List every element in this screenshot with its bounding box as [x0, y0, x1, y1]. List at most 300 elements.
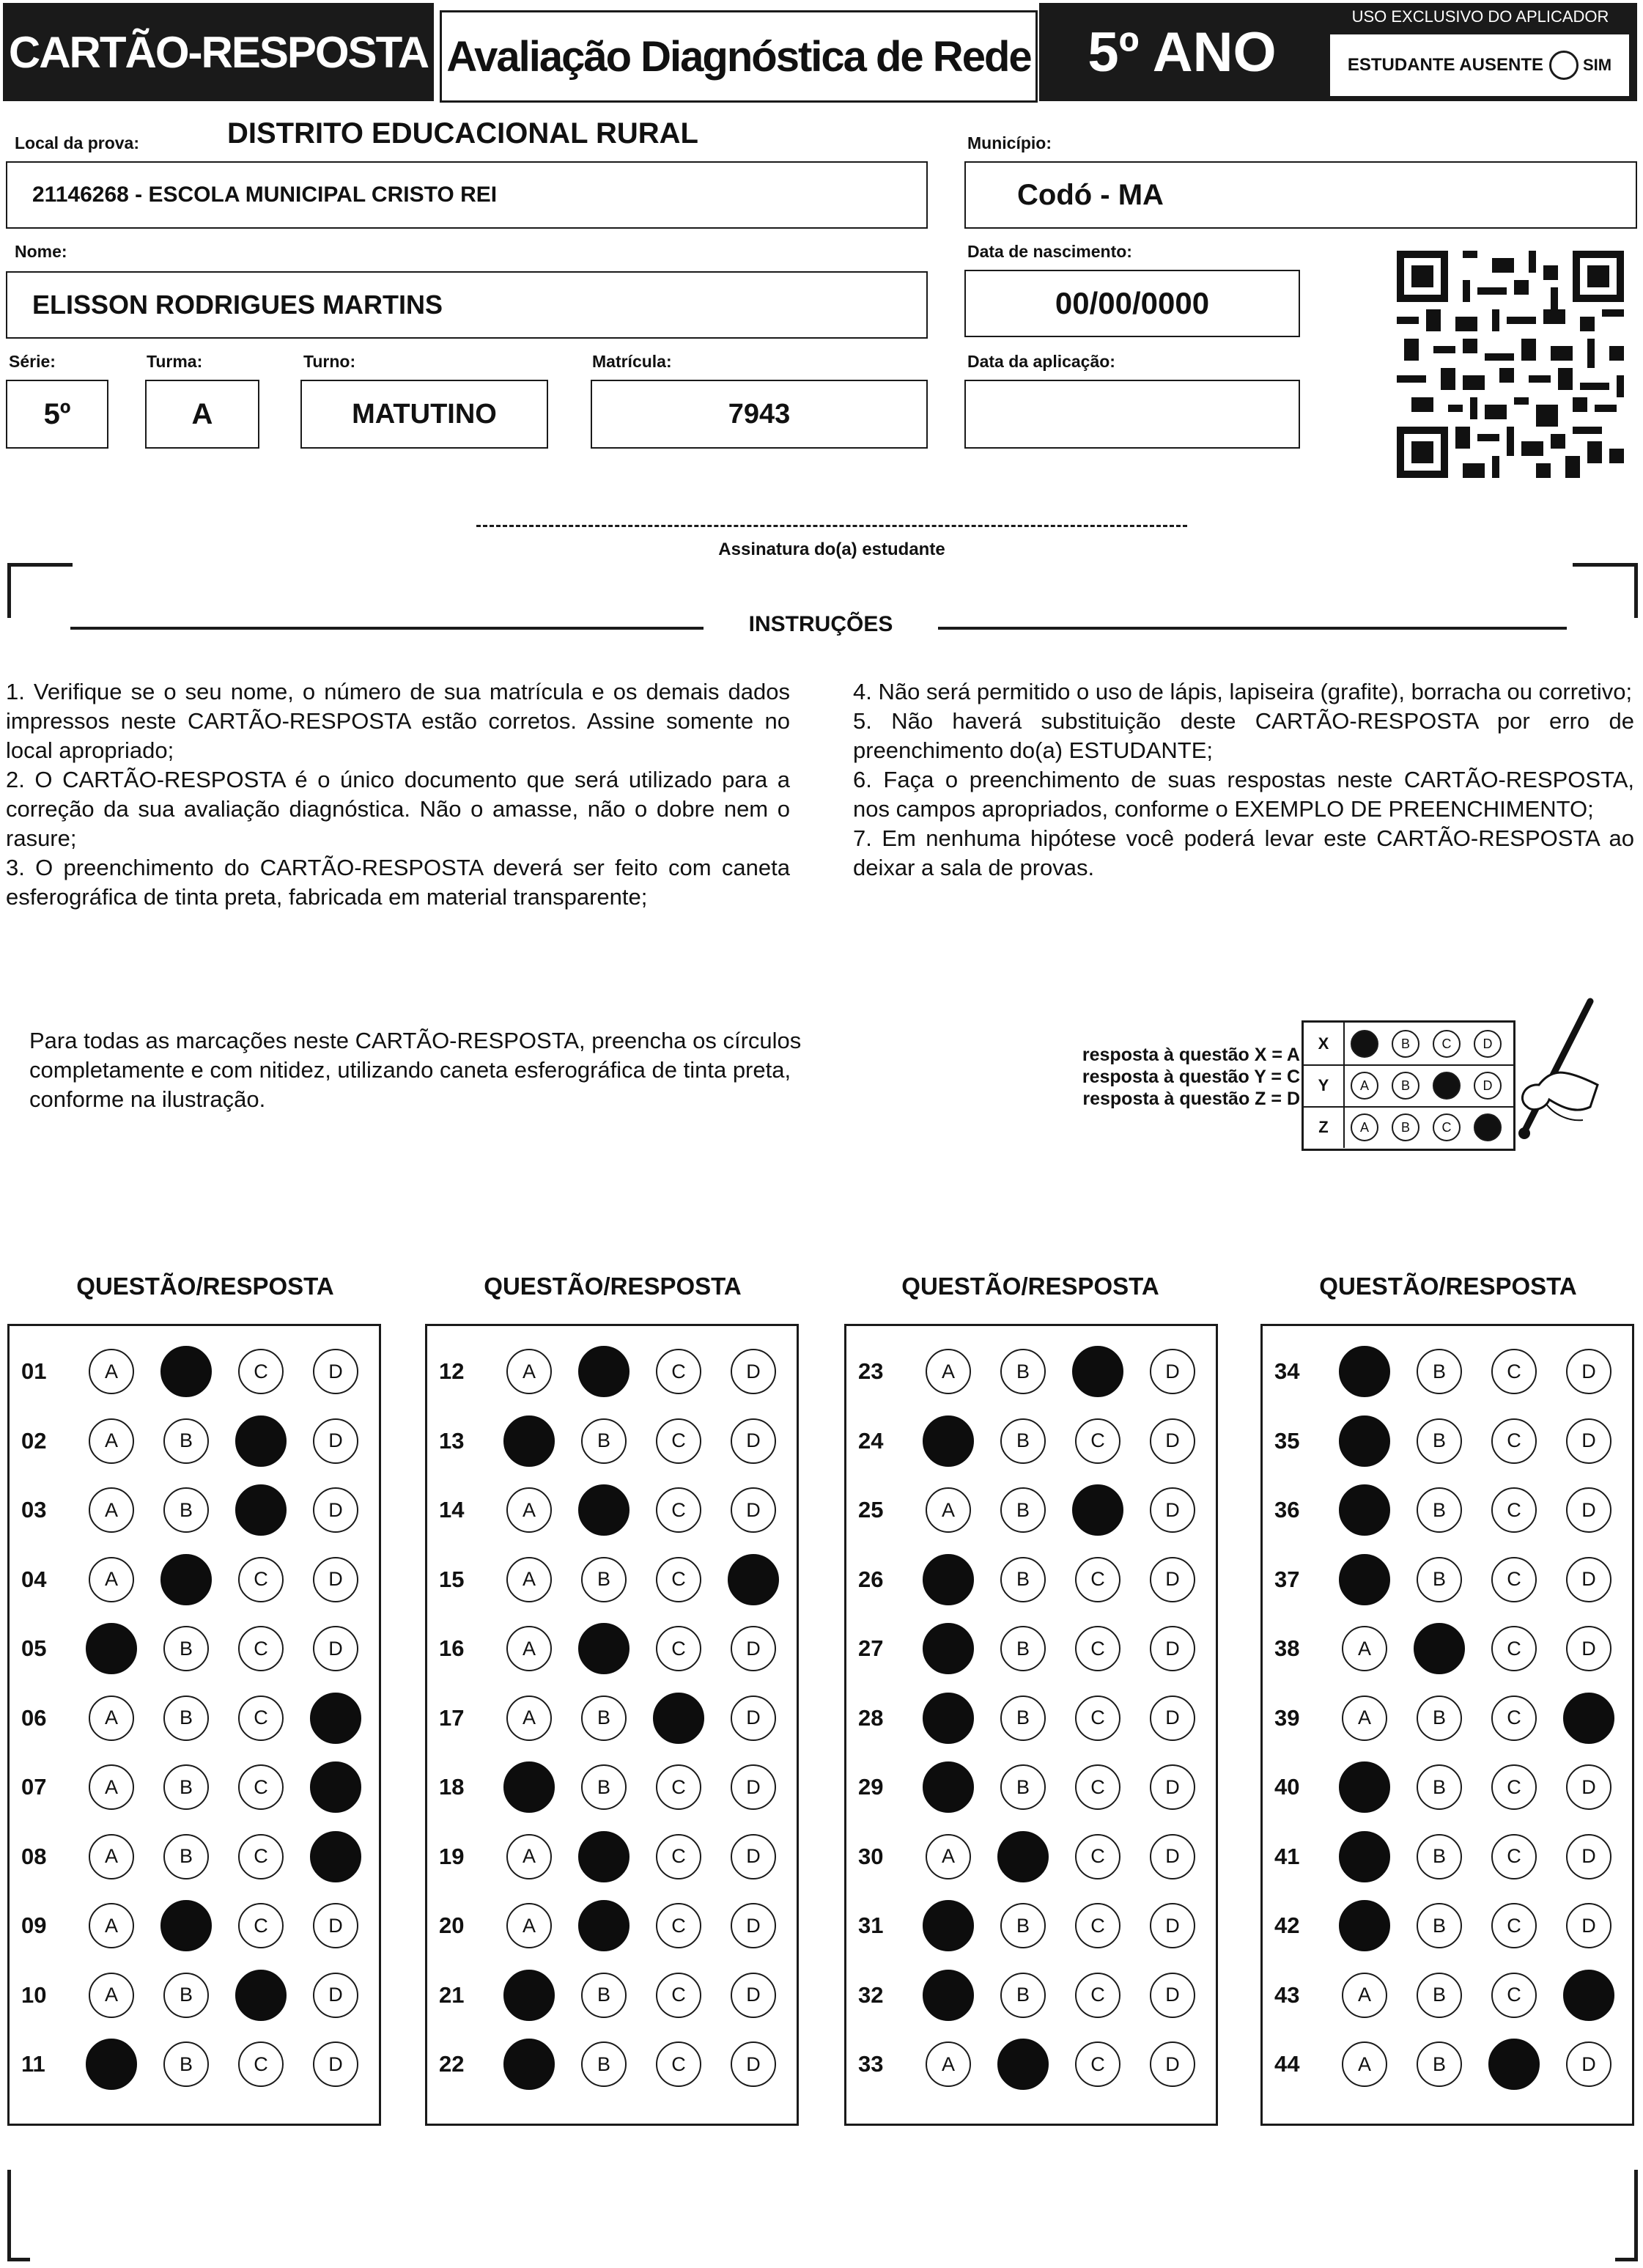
answer-bubble-d[interactable]: D — [731, 1834, 776, 1879]
answer-row — [427, 1896, 797, 1955]
answer-bubble-a[interactable]: A — [1342, 1696, 1387, 1741]
answer-bubble-d[interactable]: D — [1566, 1764, 1611, 1810]
question-number: 36 — [1274, 1497, 1300, 1523]
answer-bubble-c[interactable]: C — [1491, 1696, 1537, 1741]
answer-bubble-b[interactable]: B — [1417, 1973, 1462, 2018]
answer-bubble-c[interactable] — [1072, 1484, 1123, 1536]
answer-row — [10, 1619, 379, 1678]
answer-bubble-d[interactable]: D — [1566, 1487, 1611, 1533]
shift-label: Turno: — [303, 352, 356, 371]
question-number: 42 — [1274, 1912, 1300, 1938]
instruction-item: 5. Não haverá substituição deste CARTÃO-RESPOSTA por erro de preenchimento do(a) ESTUDANTE; — [853, 708, 1634, 763]
answer-bubble-a[interactable]: A — [506, 1557, 552, 1602]
answer-bubble-b[interactable]: B — [1000, 1696, 1046, 1741]
answer-row — [1263, 1758, 1632, 1816]
answer-bubble-b[interactable]: B — [1417, 1696, 1462, 1741]
answer-bubble-a[interactable]: A — [506, 1903, 552, 1948]
student-absent-label: ESTUDANTE AUSENTE — [1347, 55, 1543, 75]
question-number: 30 — [858, 1843, 884, 1869]
answer-bubble-a[interactable]: A — [89, 1557, 134, 1602]
answer-bubble-d[interactable]: D — [731, 1487, 776, 1533]
class-field — [145, 380, 259, 449]
answer-bubble-c[interactable] — [235, 1484, 287, 1536]
frame-corner-top-right — [1573, 563, 1638, 618]
answer-bubble-d[interactable]: D — [1566, 1626, 1611, 1671]
question-number: 20 — [439, 1912, 465, 1938]
class-value: A — [191, 397, 213, 430]
answer-bubble-c[interactable]: C — [238, 1349, 284, 1394]
question-number: 43 — [1274, 1981, 1300, 2008]
answer-bubble-b[interactable] — [160, 1346, 212, 1397]
question-number: 23 — [858, 1358, 884, 1384]
example-row — [1304, 1023, 1513, 1066]
answer-bubble-d[interactable]: D — [313, 1903, 358, 1948]
frame-corner-bottom-right — [1615, 2170, 1638, 2261]
answer-bubble-a[interactable] — [1339, 1761, 1390, 1813]
answer-bubble-b[interactable]: B — [581, 1973, 627, 2018]
answer-bubble-a[interactable] — [1339, 1415, 1390, 1467]
answer-bubble-a[interactable]: A — [89, 1418, 134, 1464]
answer-row — [1263, 1896, 1632, 1955]
example-legend-line: resposta à questão Y = C — [1082, 1067, 1300, 1087]
answer-bubble-a[interactable]: A — [506, 1626, 552, 1671]
answer-bubble-d[interactable]: D — [1566, 1349, 1611, 1394]
example-question-key: Z — [1304, 1106, 1345, 1148]
answer-bubble-b[interactable]: B — [163, 2041, 209, 2087]
answer-bubble-c[interactable]: C — [656, 1973, 701, 2018]
example-legend-line: resposta à questão X = A — [1082, 1045, 1300, 1065]
answer-bubble-b[interactable] — [160, 1900, 212, 1951]
question-number: 28 — [858, 1704, 884, 1731]
example-bubble-a: A — [1351, 1113, 1378, 1141]
answer-bubble-b[interactable]: B — [163, 1696, 209, 1741]
answer-bubble-a[interactable]: A — [1342, 2041, 1387, 2087]
answer-bubble-d[interactable]: D — [1566, 1903, 1611, 1948]
column-title: QUESTÃO/RESPOSTA — [901, 1273, 1159, 1300]
answer-bubble-b[interactable]: B — [163, 1626, 209, 1671]
answer-bubble-b[interactable]: B — [1000, 1418, 1046, 1464]
answer-row — [846, 2035, 1216, 2094]
column-title: QUESTÃO/RESPOSTA — [76, 1273, 334, 1300]
example-question-key: Y — [1304, 1064, 1345, 1106]
answer-bubble-d[interactable]: D — [731, 1903, 776, 1948]
answer-bubble-c[interactable]: C — [1075, 1764, 1120, 1810]
answer-bubble-a[interactable] — [1339, 1484, 1390, 1536]
answer-bubble-c[interactable]: C — [1075, 1626, 1120, 1671]
answer-bubble-d[interactable]: D — [731, 1349, 776, 1394]
answer-bubble-b[interactable]: B — [1417, 2041, 1462, 2087]
answer-bubble-c[interactable] — [235, 1415, 287, 1467]
answer-bubble-c[interactable] — [1488, 2039, 1540, 2090]
signature-label: Assinatura do(a) estudante — [718, 540, 945, 559]
answer-bubble-a[interactable] — [86, 2039, 137, 2090]
answer-bubble-a[interactable]: A — [506, 1834, 552, 1879]
answer-bubble-a[interactable]: A — [89, 1696, 134, 1741]
question-number: 13 — [439, 1427, 465, 1454]
example-question-key: X — [1304, 1023, 1345, 1064]
frame-corner-top-left — [7, 563, 73, 618]
answer-bubble-d[interactable]: D — [1150, 1903, 1195, 1948]
name-value: ELISSON RODRIGUES MARTINS — [32, 290, 443, 320]
answer-bubble-a[interactable] — [86, 1623, 137, 1674]
answer-bubble-d[interactable] — [310, 1761, 361, 1813]
answer-bubble-c[interactable]: C — [1075, 1973, 1120, 2018]
answer-bubble-c[interactable] — [235, 1970, 287, 2021]
answer-bubble-b[interactable]: B — [1417, 1487, 1462, 1533]
answer-bubble-b[interactable] — [997, 1831, 1049, 1882]
question-number: 33 — [858, 2051, 884, 2077]
answer-bubble-a[interactable] — [1339, 1346, 1390, 1397]
answer-bubble-a[interactable]: A — [89, 1349, 134, 1394]
answer-bubble-b[interactable]: B — [1000, 1626, 1046, 1671]
example-bubble-d: D — [1474, 1030, 1502, 1058]
answer-bubble-b[interactable]: B — [581, 1696, 627, 1741]
answer-bubble-d[interactable]: D — [1150, 1834, 1195, 1879]
instructions-right-column — [853, 677, 1634, 883]
answer-row — [1263, 1619, 1632, 1678]
answer-bubble-c[interactable]: C — [1491, 1418, 1537, 1464]
registration-value: 7943 — [728, 398, 791, 430]
answer-row — [846, 1481, 1216, 1539]
answer-column-1 — [7, 1324, 381, 2126]
answer-row — [10, 1481, 379, 1539]
example-bubble-a — [1351, 1030, 1378, 1058]
answer-bubble-d[interactable]: D — [731, 1418, 776, 1464]
card-label: CARTÃO-RESPOSTA — [3, 3, 434, 101]
municipality-field — [964, 161, 1637, 229]
answer-bubble-b[interactable]: B — [1000, 1557, 1046, 1602]
answer-bubble-b[interactable] — [160, 1554, 212, 1605]
series-label: Série: — [9, 352, 56, 371]
question-number: 39 — [1274, 1704, 1300, 1731]
answer-bubble-c[interactable]: C — [1491, 1903, 1537, 1948]
answer-bubble-d[interactable]: D — [313, 1626, 358, 1671]
answer-bubble-a[interactable]: A — [89, 1903, 134, 1948]
instruction-item: 7. Em nenhuma hipótese você poderá levar este CARTÃO-RESPOSTA ao deixar a sala de provas. — [853, 825, 1634, 880]
answer-bubble-a[interactable] — [923, 1900, 974, 1951]
answer-bubble-c[interactable]: C — [1491, 1973, 1537, 2018]
column-title: QUESTÃO/RESPOSTA — [1319, 1273, 1577, 1300]
question-number: 05 — [21, 1635, 47, 1661]
frame-corner-bottom-left — [7, 2170, 30, 2261]
question-number: 38 — [1274, 1635, 1300, 1661]
answer-bubble-b[interactable]: B — [163, 1764, 209, 1810]
answer-bubble-c[interactable]: C — [656, 2041, 701, 2087]
answer-bubble-c[interactable]: C — [1491, 1557, 1537, 1602]
answer-row — [427, 1412, 797, 1470]
answer-bubble-d[interactable]: D — [1150, 1349, 1195, 1394]
answer-bubble-c[interactable]: C — [238, 1834, 284, 1879]
applicator-title: USO EXCLUSIVO DO APLICADOR — [1351, 7, 1609, 26]
answer-bubble-a[interactable]: A — [926, 1349, 971, 1394]
answer-bubble-d[interactable]: D — [313, 1349, 358, 1394]
answer-bubble-a[interactable]: A — [89, 1834, 134, 1879]
class-label: Turma: — [147, 352, 203, 371]
answer-bubble-a[interactable]: A — [506, 1349, 552, 1394]
answer-bubble-a[interactable]: A — [506, 1696, 552, 1741]
question-number: 01 — [21, 1358, 47, 1384]
answer-bubble-b[interactable]: B — [1417, 1764, 1462, 1810]
answer-bubble-d[interactable]: D — [1150, 1418, 1195, 1464]
answer-bubble-c[interactable]: C — [656, 1903, 701, 1948]
question-number: 34 — [1274, 1358, 1300, 1384]
answer-bubble-b[interactable] — [578, 1623, 629, 1674]
answer-row — [427, 1689, 797, 1748]
answer-bubble-c[interactable]: C — [1491, 1626, 1537, 1671]
answer-bubble-d[interactable]: D — [1150, 1696, 1195, 1741]
answer-bubble-d[interactable] — [310, 1831, 361, 1882]
answer-bubble-c[interactable]: C — [1075, 1418, 1120, 1464]
answer-bubble-c[interactable]: C — [1075, 1834, 1120, 1879]
question-number: 04 — [21, 1566, 47, 1592]
answer-bubble-c[interactable]: C — [238, 1764, 284, 1810]
answer-bubble-c[interactable]: C — [238, 2041, 284, 2087]
answer-bubble-d[interactable]: D — [313, 2041, 358, 2087]
question-number: 02 — [21, 1427, 47, 1454]
answer-bubble-d[interactable]: D — [1150, 1557, 1195, 1602]
answer-row — [427, 1966, 797, 2025]
answer-column-3 — [844, 1324, 1218, 2126]
answer-bubble-a[interactable]: A — [926, 1487, 971, 1533]
instruction-item: 3. O preenchimento do CARTÃO-RESPOSTA deverá ser feito com caneta esferográfica de tinta preta, fabricada em material transparente; — [6, 855, 790, 910]
answer-bubble-b[interactable]: B — [1417, 1418, 1462, 1464]
answer-bubble-c[interactable]: C — [656, 1487, 701, 1533]
answer-bubble-b[interactable]: B — [1000, 1764, 1046, 1810]
answer-row — [1263, 1689, 1632, 1748]
instruction-item: 6. Faça o preenchimento de suas respostas neste CARTÃO-RESPOSTA, nos campos apropriados, conforme o EXEMPLO DE PREENCHIMENTO; — [853, 767, 1634, 822]
shift-value: MATUTINO — [352, 398, 497, 430]
instructions-left-column — [6, 677, 790, 912]
answer-row — [1263, 2035, 1632, 2094]
answer-bubble-d[interactable]: D — [1566, 1418, 1611, 1464]
name-label: Nome: — [15, 242, 67, 261]
instruction-item: 1. Verifique se o seu nome, o número de sua matrícula e os demais dados impressos neste CARTÃO-RESPOSTA estão corretos. Assine somente no local apropriado; — [6, 679, 790, 763]
answer-bubble-d[interactable]: D — [731, 1764, 776, 1810]
answer-row — [1263, 1412, 1632, 1470]
question-number: 29 — [858, 1774, 884, 1800]
example-row — [1304, 1106, 1513, 1148]
answer-bubble-d[interactable]: D — [1150, 1764, 1195, 1810]
example-bubble-b: B — [1392, 1072, 1419, 1100]
question-number: 25 — [858, 1497, 884, 1523]
answer-bubble-c[interactable]: C — [1491, 1834, 1537, 1879]
answer-bubble-a[interactable]: A — [506, 1487, 552, 1533]
pen-hand-icon — [1495, 997, 1605, 1158]
answer-bubble-d[interactable]: D — [313, 1487, 358, 1533]
answer-bubble-a[interactable] — [923, 1554, 974, 1605]
answer-bubble-a[interactable] — [923, 1693, 974, 1744]
answer-bubble-d[interactable]: D — [1566, 2041, 1611, 2087]
answer-bubble-b[interactable]: B — [1000, 1487, 1046, 1533]
answer-row — [846, 1689, 1216, 1748]
shift-field — [300, 380, 548, 449]
birth-date-value: 00/00/0000 — [1055, 286, 1210, 320]
registration-field — [591, 380, 928, 449]
answer-bubble-b[interactable]: B — [581, 1418, 627, 1464]
answer-bubble-a[interactable] — [1339, 1900, 1390, 1951]
answer-row — [846, 1758, 1216, 1816]
question-number: 31 — [858, 1912, 884, 1938]
question-number: 12 — [439, 1358, 465, 1384]
question-number: 35 — [1274, 1427, 1300, 1454]
question-number: 03 — [21, 1497, 47, 1523]
answer-bubble-c[interactable]: C — [238, 1696, 284, 1741]
answer-bubble-b[interactable]: B — [581, 2041, 627, 2087]
question-number: 21 — [439, 1981, 465, 2008]
answer-bubble-d[interactable]: D — [1150, 1973, 1195, 2018]
answer-bubble-a[interactable] — [503, 2039, 555, 2090]
answer-bubble-d[interactable] — [728, 1554, 779, 1605]
exam-location-label: Local da prova: — [15, 133, 139, 152]
signature-line[interactable] — [476, 525, 1187, 527]
answer-bubble-b[interactable] — [997, 2039, 1049, 2090]
answer-bubble-a[interactable] — [1339, 1831, 1390, 1882]
instruction-item: 2. O CARTÃO-RESPOSTA é o único documento que será utilizado para a correção da sua avaliação diagnóstica. Não o amasse, não o dobre nem o rasure; — [6, 767, 790, 851]
answer-bubble-a[interactable]: A — [926, 1834, 971, 1879]
question-number: 14 — [439, 1497, 465, 1523]
answer-bubble-a[interactable]: A — [89, 1487, 134, 1533]
answer-bubble-b[interactable] — [578, 1346, 629, 1397]
answer-bubble-a[interactable] — [1339, 1554, 1390, 1605]
answer-bubble-d[interactable]: D — [313, 1557, 358, 1602]
answer-bubble-d[interactable]: D — [313, 1973, 358, 2018]
answer-bubble-d[interactable]: D — [1150, 2041, 1195, 2087]
answer-row — [1263, 1342, 1632, 1401]
answer-bubble-a[interactable] — [923, 1970, 974, 2021]
answer-bubble-b[interactable]: B — [1417, 1834, 1462, 1879]
answer-bubble-c[interactable]: C — [656, 1418, 701, 1464]
question-number: 19 — [439, 1843, 465, 1869]
question-number: 11 — [21, 2051, 45, 2077]
question-number: 22 — [439, 2051, 465, 2077]
answer-bubble-d[interactable]: D — [731, 1626, 776, 1671]
example-grid — [1302, 1020, 1515, 1151]
answer-bubble-b[interactable]: B — [163, 1487, 209, 1533]
instruction-item: 4. Não será permitido o uso de lápis, lapiseira (grafite), borracha ou corretivo; — [853, 679, 1633, 704]
answer-row — [427, 1481, 797, 1539]
name-field — [6, 271, 928, 339]
example-bubble-c: C — [1433, 1113, 1461, 1141]
answer-bubble-b[interactable]: B — [1417, 1903, 1462, 1948]
answer-bubble-a[interactable] — [923, 1761, 974, 1813]
answer-bubble-b[interactable]: B — [1000, 1349, 1046, 1394]
answer-bubble-c[interactable]: C — [656, 1834, 701, 1879]
school-field — [6, 161, 928, 229]
answer-bubble-c[interactable]: C — [656, 1764, 701, 1810]
application-date-field — [964, 380, 1300, 449]
question-number: 37 — [1274, 1566, 1300, 1592]
answer-row — [846, 1966, 1216, 2025]
answer-row — [1263, 1827, 1632, 1886]
question-number: 17 — [439, 1704, 465, 1731]
answer-bubble-b[interactable]: B — [581, 1557, 627, 1602]
answer-bubble-b[interactable]: B — [1417, 1349, 1462, 1394]
example-bubble-d: D — [1474, 1072, 1502, 1100]
answer-bubble-a[interactable] — [503, 1970, 555, 2021]
series-value: 5º — [43, 397, 71, 430]
answer-bubble-d[interactable]: D — [731, 1973, 776, 2018]
answer-bubble-a[interactable]: A — [926, 2041, 971, 2087]
answer-bubble-c[interactable]: C — [1075, 1903, 1120, 1948]
answer-bubble-a[interactable]: A — [89, 1973, 134, 2018]
answer-bubble-c[interactable]: C — [1075, 2041, 1120, 2087]
answer-bubble-c[interactable]: C — [656, 1349, 701, 1394]
answer-bubble-a[interactable] — [503, 1761, 555, 1813]
application-date-label: Data da aplicação: — [967, 352, 1115, 371]
answer-row — [10, 1412, 379, 1470]
answer-bubble-c[interactable]: C — [1491, 1764, 1537, 1810]
answer-bubble-b[interactable] — [578, 1484, 629, 1536]
answer-bubble-c[interactable]: C — [1491, 1349, 1537, 1394]
answer-bubble-a[interactable] — [503, 1415, 555, 1467]
example-bubble-b: B — [1392, 1030, 1419, 1058]
birth-date-field — [964, 270, 1300, 337]
answer-bubble-d[interactable]: D — [731, 1696, 776, 1741]
answer-bubble-c[interactable]: C — [238, 1557, 284, 1602]
answer-bubble-b[interactable]: B — [163, 1834, 209, 1879]
answer-bubble-a[interactable] — [923, 1623, 974, 1674]
answer-bubble-a[interactable]: A — [89, 1764, 134, 1810]
question-number: 18 — [439, 1774, 465, 1800]
question-number: 08 — [21, 1843, 47, 1869]
answer-bubble-b[interactable]: B — [163, 1973, 209, 2018]
answer-bubble-c[interactable] — [1072, 1346, 1123, 1397]
answer-bubble-d[interactable]: D — [1566, 1557, 1611, 1602]
answer-bubble-d[interactable]: D — [1566, 1834, 1611, 1879]
answer-bubble-a[interactable]: A — [1342, 1626, 1387, 1671]
answer-row — [1263, 1966, 1632, 2025]
answer-bubble-b[interactable]: B — [1417, 1557, 1462, 1602]
answer-bubble-c[interactable]: C — [656, 1626, 701, 1671]
instructions-rule-right — [938, 627, 1567, 630]
municipality-value: Codó - MA — [1017, 178, 1164, 211]
answer-bubble-d[interactable] — [1563, 1970, 1614, 2021]
answer-bubble-d[interactable]: D — [313, 1418, 358, 1464]
answer-bubble-b[interactable]: B — [581, 1764, 627, 1810]
answer-bubble-d[interactable] — [1563, 1693, 1614, 1744]
answer-bubble-c[interactable]: C — [1491, 1487, 1537, 1533]
answer-bubble-d[interactable]: D — [1150, 1626, 1195, 1671]
question-number: 15 — [439, 1566, 465, 1592]
answer-bubble-c[interactable] — [653, 1693, 704, 1744]
answer-bubble-c[interactable]: C — [656, 1557, 701, 1602]
example-bubble-b: B — [1392, 1113, 1419, 1141]
answer-bubble-c[interactable]: C — [1075, 1696, 1120, 1741]
answer-bubble-b[interactable]: B — [163, 1418, 209, 1464]
answer-row — [427, 1827, 797, 1886]
answer-bubble-c[interactable]: C — [238, 1626, 284, 1671]
answer-bubble-a[interactable]: A — [1342, 1973, 1387, 2018]
answer-bubble-d[interactable]: D — [1150, 1487, 1195, 1533]
answer-bubble-b[interactable]: B — [1000, 1903, 1046, 1948]
answer-bubble-c[interactable]: C — [1075, 1557, 1120, 1602]
student-absent-bubble[interactable] — [1549, 51, 1579, 80]
answer-row — [846, 1412, 1216, 1470]
answer-bubble-b[interactable] — [1414, 1623, 1465, 1674]
question-number: 32 — [858, 1981, 884, 2008]
answer-bubble-d[interactable]: D — [731, 2041, 776, 2087]
answer-bubble-b[interactable]: B — [1000, 1973, 1046, 2018]
question-number: 06 — [21, 1704, 47, 1731]
example-bubble-a: A — [1351, 1072, 1378, 1100]
answer-bubble-c[interactable]: C — [238, 1903, 284, 1948]
answer-bubble-b[interactable] — [578, 1900, 629, 1951]
example-bubble-c: C — [1433, 1030, 1461, 1058]
instructions-title: INSTRUÇÕES — [748, 612, 893, 636]
answer-bubble-a[interactable] — [923, 1415, 974, 1467]
answer-bubble-d[interactable] — [310, 1693, 361, 1744]
answer-bubble-b[interactable] — [578, 1831, 629, 1882]
